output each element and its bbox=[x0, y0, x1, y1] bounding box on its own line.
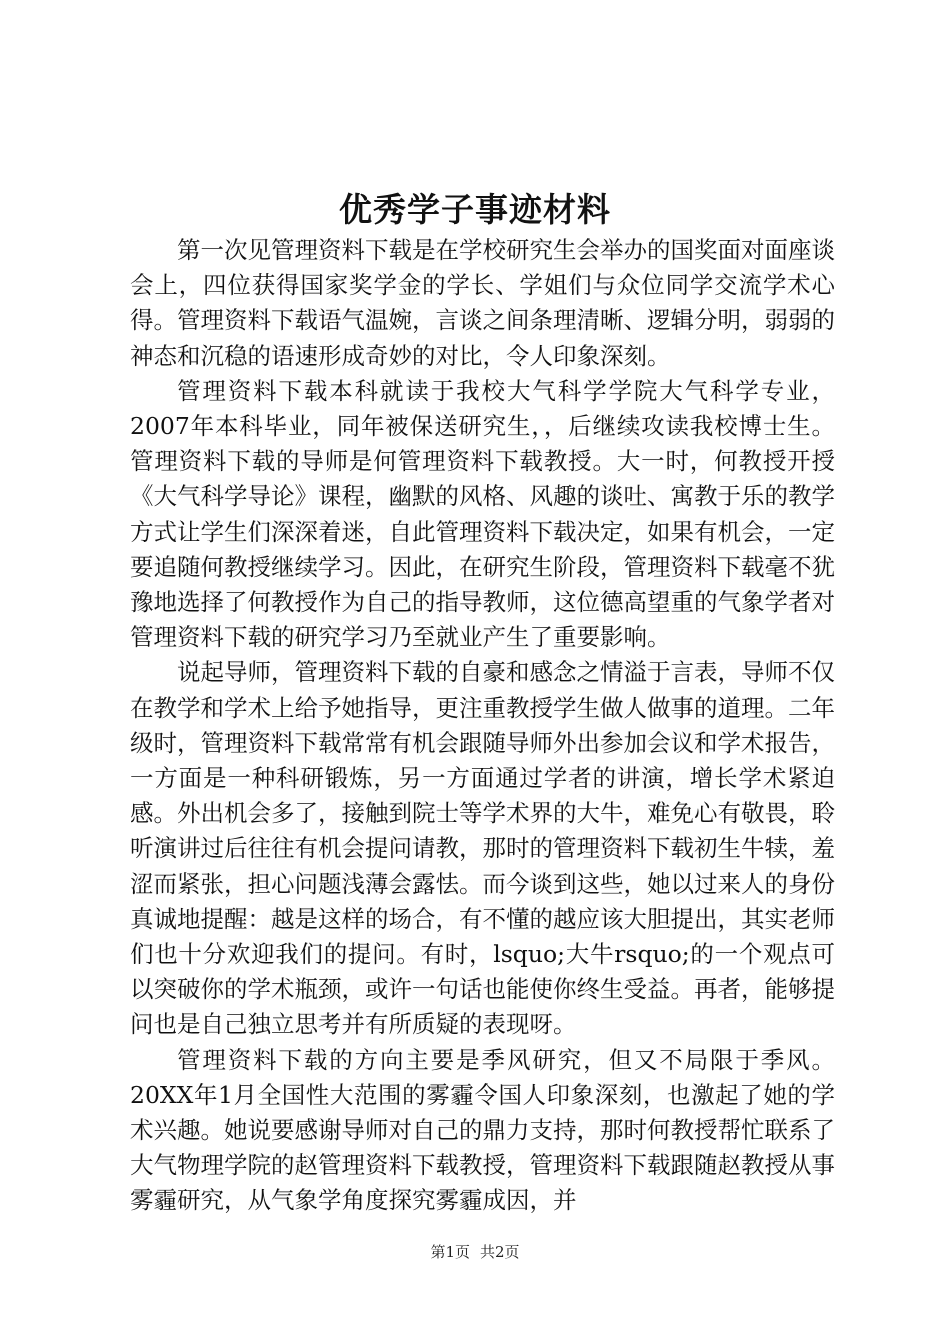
page-total: 共2页 bbox=[480, 1243, 520, 1261]
paragraph: 管理资料下载本科就读于我校大气科学学院大气科学专业，2007年本科毕业，同年被保送研究生，，后继续攻读我校博士生。管理资料下载的导师是何管理资料下载教授。大一时，何教授开授《大气科学导论》课程，幽默的风格、风趣的谈吐、寓教于乐的教学方式让学生们深深着迷，自此管理资料下载决定，如果有机会，一定要追随何教授继续学习。因此，在研究生阶段，管理资料下载毫不犹豫地选择了何教授作为自己的指导教师，这位德高望重的气象学者对管理资料下载的研究学习乃至就业产生了重要影响。 bbox=[130, 376, 835, 652]
document-body bbox=[130, 233, 835, 1219]
paragraph: 第一次见管理资料下载是在学校研究生会举办的国奖面对面座谈会上，四位获得国家奖学金的学长、学姐们与众位同学交流学术心得。管理资料下载语气温婉，言谈之间条理清晰、逻辑分明，弱弱的神态和沉稳的语速形成奇妙的对比，令人印象深刻。 bbox=[130, 236, 835, 370]
paragraph: 说起导师，管理资料下载的自豪和感念之情溢于言表，导师不仅在教学和学术上给予她指导，更注重教授学生做人做事的道理。二年级时，管理资料下载常常有机会跟随导师外出参加会议和学术报告，一方面是一种科研锻炼，另一方面通过学者的讲演，增长学术紧迫感。外出机会多了，接触到院士等学术界的大牛，难免心有敬畏，聆听演讲过后往往有机会提问请教，那时的管理资料下载初生牛犊，羞涩而紧张，担心问题浅薄会露怯。而今谈到这些，她以过来人的身份真诚地提醒：越是这样的场合，有不懂的越应该大胆提出，其实老师们也十分欢迎我们的提问。有时，lsquo;大牛rsquo;的一个观点可以突破你的学术瓶颈，或许一句话也能使你终生受益。再者，能够提问也是自己独立思考并有所质疑的表现呀。 bbox=[130, 658, 835, 1039]
page-number: 第1页 bbox=[430, 1243, 470, 1261]
document-title: 优秀学子事迹材料 bbox=[339, 190, 611, 229]
paragraph: 管理资料下载的方向主要是季风研究，但又不局限于季风。20XX年1月全国性大范围的雾霾令国人印象深刻，也激起了她的学术兴趣。她说要感谢导师对自己的鼎力支持，那时何教授帮忙联系了大气物理学院的赵管理资料下载教授，管理资料下载跟随赵教授从事雾霾研究，从气象学角度探究雾霾成因，并 bbox=[130, 1045, 835, 1215]
page-footer bbox=[0, 1241, 950, 1263]
